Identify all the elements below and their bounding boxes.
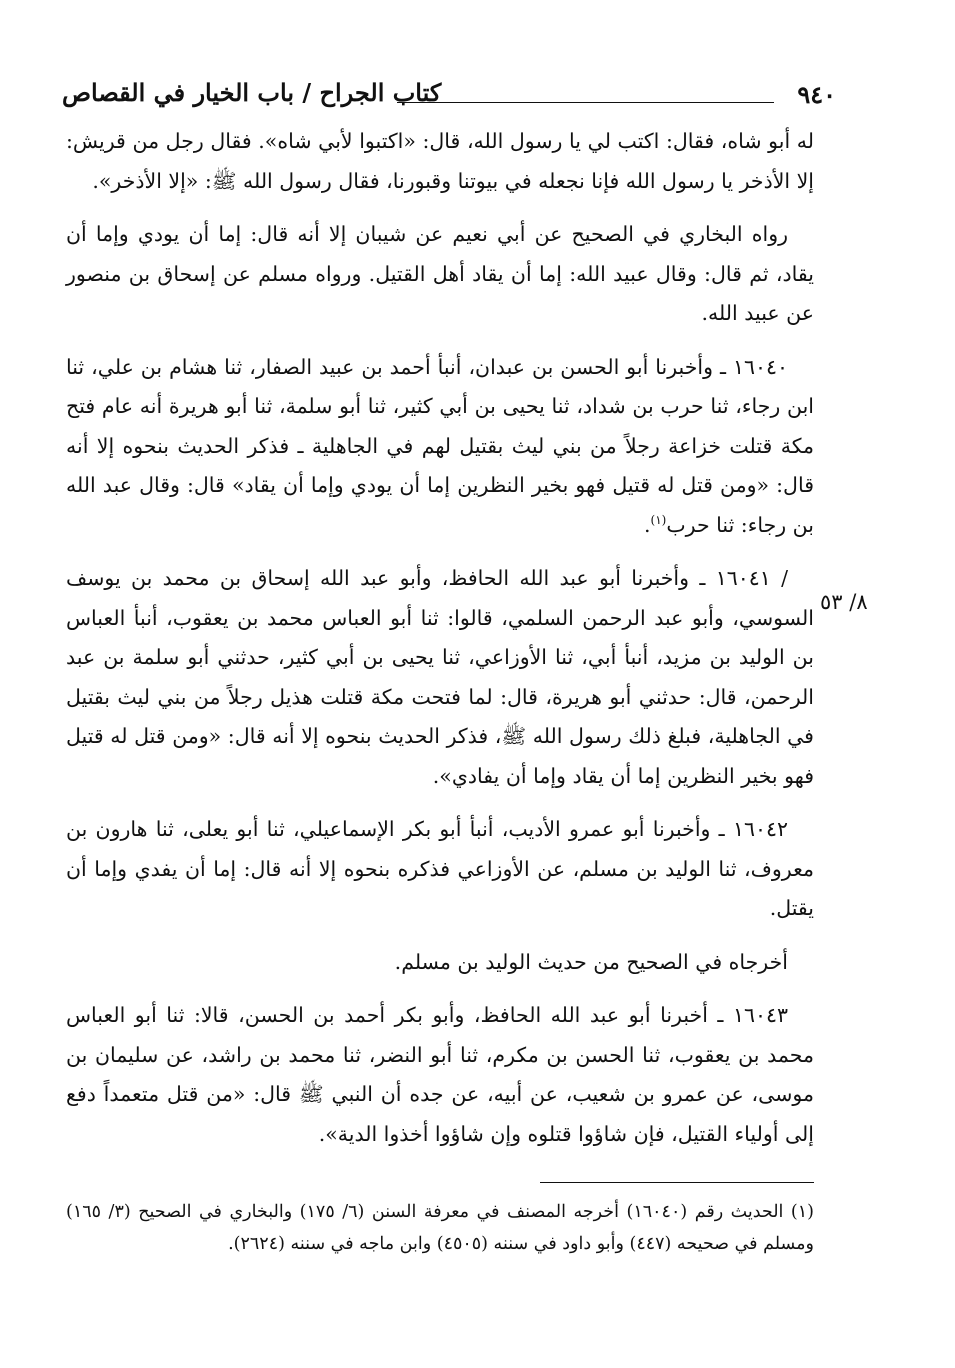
paragraph-7: ١٦٠٤٣ ـ أخبرنا أبو عبد الله الحافظ، وأبو بكر أحمد بن الحسن، قالا: ثنا أبو العباس محمد بن يعقوب، ثنا الحسن بن مكرم، ثنا أبو النضر، ثنا محمد بن راشد، عن سليمان بن موسى، عن عمرو بن شعيب، عن أبيه، عن جده أن النبي ﷺ قال: «من قتل متعمداً دفع إلى أولياء القتيل، فإن شاؤوا قتلوه وإن شاؤوا أخذوا الدية». bbox=[66, 1003, 814, 1146]
footnote-text: (١) الحديث رقم (١٦٠٤٠) أخرجه المصنف في معرفة السنن (٦/ ١٧٥) والبخاري في الصحيح (٣/ ١٦٥) ومسلم في صحيحه (٤٤٧) وأبو داود في سننه (٤٥٠٥) وابن ماجه في سننه (٢٦٢٤). bbox=[66, 1202, 814, 1254]
header-rule bbox=[397, 102, 774, 103]
header-title: كتاب الجراح / باب الخيار في القصاص bbox=[62, 78, 442, 107]
paragraph-6: أخرجاه في الصحيح من حديث الوليد بن مسلم. bbox=[394, 949, 788, 974]
paragraph-5: ١٦٠٤٢ ـ وأخبرنا أبو عمرو الأديب، أنبأ أبو بكر الإسماعيلي، ثنا أبو يعلى، ثنا هارون بن معروف، ثنا الوليد بن مسلم، عن الأوزاعي فذكره بنحوه إلا أنه قال: إما أن يفدي وإما أن يقتل. bbox=[66, 817, 814, 920]
footnote-marker: (١) bbox=[650, 512, 667, 527]
page-number: ٩٤٠ bbox=[797, 80, 836, 109]
margin-volume-page-ref: ٨/ ٥٣ bbox=[820, 590, 868, 614]
running-header bbox=[62, 72, 836, 112]
paragraph-4: / ١٦٠٤١ ـ وأخبرنا أبو عبد الله الحافظ، وأبو عبد الله إسحاق بن محمد بن يوسف السوسي، وأبو عبد الرحمن السلمي، قالوا: ثنا أبو العباس محمد بن يعقوب، أنبأ العباس بن الوليد بن مزيد، أنبأ أبي، ثنا الأوزاعي، ثنا يحيى بن أبي كثير، حدثني أبو سلمة بن عبد الرحمن، قال: حدثني أبو هريرة، قال: لما فتحت مكة قتلت هذيل رجلاً من بني ليث بقتيل في الجاهلية، فبلغ ذلك رسول الله ﷺ، فذكر الحديث بنحوه إلا أنه قال: «ومن قتل له قتيل فهو بخير النظرين إما أن يقاد وإما أن يفادي». bbox=[66, 566, 814, 788]
footnote bbox=[66, 1196, 814, 1260]
footnote-rule bbox=[540, 1182, 814, 1183]
paragraph-3-text: ١٦٠٤٠ ـ وأخبرنا أبو الحسن بن عبدان، أنبأ أحمد بن عبيد الصفار، ثنا هشام بن علي، ثنا ابن رجاء، ثنا حرب بن شداد، ثنا يحيى بن أبي كثير، ثنا أبو سلمة، ثنا أبو هريرة أنه عام فتح مكة قتلت خزاعة رجلاً من بني ليث بقتيل لهم في الجاهلية ـ فذكر الحديث بنحوه إلا أنه قال: «ومن قتل له قتيل فهو بخير النظرين إما أن يودي وإما أن يقاد» قال: وقال عبد الله بن رجاء: ثنا حرب bbox=[66, 354, 814, 537]
paragraph-2: رواه البخاري في الصحيح عن أبي نعيم عن شيبان إلا أنه قال: إما أن يودي وإما أن يقاد، ثم قال: وقال عبيد الله: إما أن يقاد أهل القتيل. ورواه مسلم عن إسحاق بن منصور عن عبيد الله. bbox=[66, 222, 814, 325]
paragraph-3: ١٦٠٤٠ ـ وأخبرنا أبو الحسن بن عبدان، أنبأ أحمد بن عبيد الصفار، ثنا هشام بن علي، ثنا ابن رجاء، ثنا حرب بن شداد، ثنا يحيى بن أبي كثير، ثنا أبو سلمة، ثنا أبو هريرة أنه عام فتح مكة قتلت خزاعة رجلاً من بني ليث بقتيل لهم في الجاهلية ـ فذكر الحديث بنحوه إلا أنه قال: «ومن قتل له قتيل فهو بخير النظرين إما أن يودي وإما أن يقاد» قال: وقال عبد الله بن رجاء: ثنا حرب$^{(١)}$. bbox=[66, 354, 814, 537]
main-text bbox=[66, 122, 814, 1168]
paragraph-1: له أبو شاه، فقال: اكتب لي يا رسول الله، قال: «اكتبوا لأبي شاه». فقال رجل من قريش: إلا الأذخر يا رسول الله فإنا نجعله في بيوتنا وقبورنا، فقال رسول الله ﷺ: «إلا الأذخر». bbox=[66, 129, 814, 193]
